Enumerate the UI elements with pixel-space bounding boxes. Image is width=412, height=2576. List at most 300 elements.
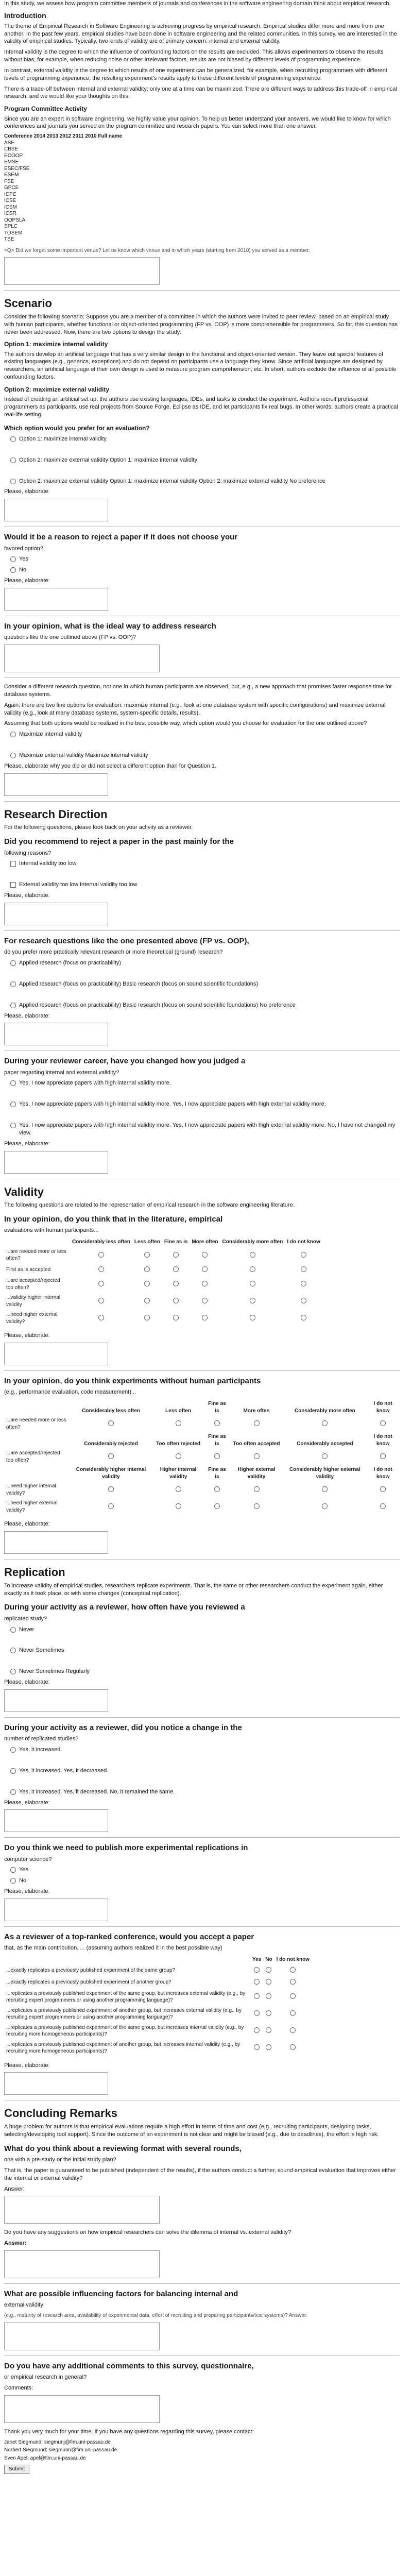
radio-circle-icon[interactable]: [10, 1878, 16, 1884]
option-label: Yes, I now appreciate papers with high internal validity more.: [19, 1080, 171, 1087]
checkbox-option[interactable]: [10, 860, 400, 868]
radio-circle-icon[interactable]: [301, 1298, 306, 1303]
grid-row-label: First as is accepted: [6, 1266, 51, 1273]
grid-col-header: Considerably accepted: [297, 1440, 353, 1447]
question-title: For research questions like the one presented above (FP vs. OOP),: [4, 936, 249, 945]
radio-circle-icon[interactable]: [176, 1453, 181, 1459]
radio-option[interactable]: [10, 555, 400, 563]
intro-p4: There is a trade-off between internal and external validity: only one at a time can be maximized. There are different ways to address this trade-off in empirical research, and we would like your thoughts on this.: [4, 86, 397, 100]
radio-circle-icon[interactable]: [10, 1867, 16, 1873]
suggestions-input[interactable]: [4, 2250, 160, 2278]
grid-col-header: Fine as is: [208, 1434, 226, 1447]
question-title: Did you recommend to reject a paper in the past mainly for the: [4, 837, 234, 846]
grid-row-label: ...are accepted/rejected too often?: [6, 1278, 60, 1291]
radio-option[interactable]: [10, 1767, 400, 1775]
radio-circle-icon[interactable]: [266, 1979, 271, 1985]
grid-col-header: I do not know: [373, 1467, 392, 1480]
radio-circle-icon[interactable]: [301, 1252, 306, 1258]
conference-row[interactable]: ICPC: [4, 191, 16, 197]
question-subtitle: (e.g., performance evaluation, code measurement)...: [4, 1389, 136, 1396]
divider: [4, 1050, 400, 1051]
grid-col-header: No: [265, 1957, 272, 1963]
contact-line[interactable]: Janet Siegmund: siegmunj@fim.uni-passau.de: [4, 2439, 111, 2445]
radio-circle-icon[interactable]: [266, 2010, 271, 2016]
grid-col-header: Fine as is: [208, 1401, 226, 1414]
divider: [4, 290, 400, 291]
question-subtitle: external validity: [4, 2302, 43, 2309]
question-subtitle: do you prefer more practically relevant research or more theoretical (ground) research?: [4, 949, 223, 956]
radio-circle-icon[interactable]: [266, 1967, 271, 1973]
question-ideal-way: [4, 621, 400, 672]
grid-col-header: Higher internal validity: [160, 1467, 197, 1480]
radio-circle-icon[interactable]: [10, 1080, 16, 1086]
committee-desc: Since you are an expert in software engineering, we highly value your opinion. To help us better understand your answers, we would like to know for which conferences and journals you served on the program committee and research papers. You can select more than one answer.: [4, 115, 391, 130]
option-label: Yes: [19, 1867, 28, 1873]
question-influencing-factors: [4, 2289, 400, 2350]
radio-circle-icon[interactable]: [380, 1420, 386, 1426]
question-additional-comments: [4, 2361, 400, 2423]
conference-row[interactable]: GPCE: [4, 185, 19, 191]
radio-circle-icon[interactable]: [98, 1281, 104, 1286]
checkbox-icon[interactable]: [10, 861, 16, 867]
intro-heading: Introduction: [4, 11, 46, 20]
conference-row[interactable]: ESEM: [4, 172, 19, 178]
radio-circle-icon[interactable]: [250, 1281, 255, 1286]
grid-header-row: [4, 1955, 312, 1964]
radio-circle-icon[interactable]: [173, 1315, 179, 1320]
radio-option[interactable]: [10, 1122, 400, 1137]
grid-header-row: [4, 1465, 400, 1481]
radio-circle-icon[interactable]: [202, 1315, 208, 1320]
grid-col-header: Too often accepted: [233, 1440, 280, 1447]
radio-circle-icon[interactable]: [290, 1993, 296, 1999]
radio-option[interactable]: [10, 1668, 400, 1675]
option-label: Maximize internal validity: [19, 731, 82, 738]
radio-option[interactable]: [10, 478, 400, 485]
radio-circle-icon[interactable]: [98, 1298, 104, 1303]
radio-circle-icon[interactable]: [322, 1503, 328, 1509]
question-reject-past: [4, 837, 400, 925]
radio-circle-icon[interactable]: [254, 1503, 260, 1509]
grid-row-label: ...need higher external validity?: [6, 1312, 58, 1325]
radio-circle-icon[interactable]: [98, 1252, 104, 1258]
elaborate-label: Please, elaborate:: [4, 1332, 50, 1339]
grid-col-header: More often: [192, 1239, 218, 1245]
committee-heading: Program Committee Activity: [4, 105, 87, 113]
radio-circle-icon[interactable]: [108, 1453, 114, 1459]
radio-circle-icon[interactable]: [10, 1627, 16, 1633]
grid-col-header: Yes: [252, 1957, 262, 1963]
question-hint: (e.g., maturity of research area, availability of experimental data, effort of recruiting and preparing participants/test systems)? Answer:: [4, 2313, 307, 2319]
radio-circle-icon[interactable]: [144, 1266, 150, 1272]
conference-row[interactable]: ICSR: [4, 211, 16, 217]
conference-row[interactable]: ASE: [4, 140, 15, 146]
radio-circle-icon[interactable]: [202, 1252, 208, 1258]
grid-row: [4, 1264, 322, 1276]
radio-circle-icon[interactable]: [254, 1979, 260, 1985]
replication-p1: To increase validity of empirical studies, researchers replicate experiments. That is, the same or other researchers conduct the experiment again, either exactly as it took place, or with some changes (conceptual replication).: [4, 1582, 383, 1597]
radio-circle-icon[interactable]: [301, 1266, 306, 1272]
radio-circle-icon[interactable]: [173, 1252, 179, 1258]
grid-col-header: More often: [243, 1408, 270, 1414]
answer-label: Answer:: [4, 2185, 25, 2192]
thanks-text: Thank you very much for your time. If you have any questions regarding this survey, please contact:: [4, 2428, 254, 2435]
option-label: Maximize external validity Maximize internal validity: [19, 752, 148, 759]
comments-input[interactable]: [4, 2395, 160, 2423]
divider: [4, 1559, 400, 1560]
elaborate-label: Please, elaborate:: [4, 1140, 50, 1147]
radio-circle-icon[interactable]: [10, 1648, 16, 1653]
grid-row-label: ...need higher external validity?: [6, 1500, 58, 1513]
radio-circle-icon[interactable]: [266, 2044, 271, 2050]
radio-circle-icon[interactable]: [254, 2044, 260, 2050]
radio-circle-icon[interactable]: [176, 1420, 181, 1426]
elaborate-input[interactable]: [4, 1151, 108, 1174]
elaborate-input[interactable]: [4, 499, 108, 521]
radio-option[interactable]: [10, 752, 400, 759]
question-title: Do you think we need to publish more experimental replications in: [4, 1843, 248, 1853]
radio-option[interactable]: [10, 435, 400, 443]
question-subtitle: evaluations with human participants...: [4, 1227, 99, 1234]
radio-circle-icon[interactable]: [98, 1266, 104, 1272]
scenario-after-p2: Again, there are two fine options for evaluation: maximize internal (e.g., look at one database system with specific configurations) and maximize external validity (e.g., look at many database systems, system-specific details, results).: [4, 702, 386, 716]
radio-option[interactable]: [10, 1866, 400, 1874]
option2-heading: Option 2: maximize external validity: [4, 385, 110, 393]
question-subtitle: paper regarding internal and external validity?: [4, 1069, 119, 1076]
grid-col-header: Considerably rejected: [84, 1440, 138, 1447]
question-title: Do you have any additional comments to this survey, questionnaire,: [4, 2361, 254, 2370]
influencing-factors-input[interactable]: [4, 2323, 160, 2350]
question-change-replications: [4, 1723, 400, 1832]
grid-row: [4, 2006, 312, 2023]
radio-circle-icon[interactable]: [176, 1503, 181, 1509]
radio-circle-icon[interactable]: [380, 1453, 386, 1459]
radio-circle-icon[interactable]: [10, 981, 16, 987]
option1-text: The authors develop an artificial language that has a very similar design in the functional and object-oriented version. They leave out special features of existing languages (e.g., generics, exceptions) and do not depend on participants use a language they know. Since artificial languages are designed by researchers, an artificial language of their own design is used to measure program comprehension, etc. In short, authors exclude the influence of all possible confounding factors.: [4, 351, 397, 381]
grid-row-label: ...need higher internal validity?: [6, 1483, 56, 1496]
question-subtitle: computer science?: [4, 1856, 52, 1862]
conference-row[interactable]: ICSE: [4, 198, 16, 204]
radio-option[interactable]: [10, 1746, 400, 1754]
radio-circle-icon[interactable]: [144, 1298, 150, 1303]
grid-row-label: ...are needed more or less often?: [6, 1417, 66, 1430]
option-label: Option 2: maximize external validity Option 1: maximize internal validity Option 2: maximize external validity No preference: [19, 478, 325, 484]
grid-col-header: Considerably less often: [72, 1239, 130, 1245]
grid-row: [4, 1448, 400, 1465]
radio-option[interactable]: [10, 959, 400, 967]
radio-circle-icon[interactable]: [322, 1486, 328, 1492]
radio-option[interactable]: [10, 566, 400, 574]
question-human-participants: [4, 1214, 400, 1365]
contact-line[interactable]: Sven Apel: apel@fim.uni-passau.de: [4, 2455, 86, 2461]
radio-option[interactable]: [10, 1626, 400, 1634]
grid-col-header: Fine as is: [208, 1467, 226, 1480]
radio-circle-icon[interactable]: [10, 1123, 16, 1128]
elaborate-label: Please, elaborate:: [4, 1799, 50, 1806]
option-label: Never Sometimes Regularly: [19, 1668, 90, 1675]
radio-circle-icon[interactable]: [10, 1669, 16, 1674]
radio-circle-icon[interactable]: [254, 2027, 260, 2033]
radio-circle-icon[interactable]: [98, 1315, 104, 1320]
option-label: Yes, I now appreciate papers with high internal validity more. Yes, I now appreciate papers with high external validity more. No, I have not changed my view.: [19, 1122, 396, 1136]
divider: [4, 1370, 400, 1371]
radio-circle-icon[interactable]: [254, 1486, 260, 1492]
grid-row: [4, 1310, 322, 1327]
radio-circle-icon[interactable]: [10, 1747, 16, 1753]
question-title: As a reviewer of a top-ranked conference, would you accept a paper: [4, 1933, 254, 1942]
elaborate-input[interactable]: [4, 773, 108, 796]
radio-option[interactable]: [10, 1877, 400, 1885]
grid-col-header: Higher external validity: [237, 1467, 276, 1480]
grid-row-label: ...are accepted/rejected too often?: [6, 1450, 60, 1463]
scenario-after-p3: Assuming that both options would be realized in the best possible way, which option would you choose for evaluation for the one outlined above?: [4, 720, 367, 727]
radio-circle-icon[interactable]: [108, 1486, 114, 1492]
elaborate-label: Please, elaborate:: [4, 1521, 50, 1528]
radio-circle-icon[interactable]: [10, 457, 16, 463]
grid-row: [4, 1415, 400, 1432]
question-title: Would it be a reason to reject a paper if it does not choose your: [4, 533, 238, 542]
concluding-heading: Concluding Remarks: [4, 2107, 118, 2120]
grid-row-label: ...validity higher internal validity: [6, 1295, 61, 1308]
radio-circle-icon[interactable]: [10, 1768, 16, 1774]
question-subtitle: that, as the main contribution, ... (assuming authors realized it in the best possible way): [4, 1945, 222, 1952]
likert-grid: [4, 1399, 400, 1515]
radio-circle-icon[interactable]: [202, 1266, 208, 1272]
grid-row: [4, 1976, 312, 1989]
conference-row[interactable]: ICSM: [4, 204, 17, 210]
committee-other-note: <Q> Did we forget some important venue? Let us know which venue and in which years (starting from 2010) you served as a member:: [4, 247, 311, 253]
elaborate-input[interactable]: [4, 1809, 108, 1832]
option-label: Option 1: maximize internal validity: [19, 435, 107, 442]
radio-circle-icon[interactable]: [254, 1967, 260, 1973]
intro-p3: In contrast, external validity is the degree to which results of one experiment can be generalized, for example, when recruiting programmers with different levels of programming experience, the resulting experiment's results apply to these different levels of programming experience.: [4, 67, 387, 81]
option-label: Yes: [19, 556, 28, 563]
elaborate-input[interactable]: [4, 903, 108, 925]
radio-circle-icon[interactable]: [380, 1503, 386, 1509]
radio-circle-icon[interactable]: [214, 1420, 220, 1426]
radio-circle-icon[interactable]: [173, 1298, 179, 1303]
option-label: No: [19, 567, 27, 573]
checkbox-icon[interactable]: [10, 882, 16, 888]
scenario-after-p4: Please, elaborate why you did or did not select a different option than for Question 1.: [4, 762, 216, 769]
question-subtitle: number of replicated studies?: [4, 1736, 79, 1742]
radio-circle-icon[interactable]: [301, 1315, 306, 1320]
question-title: In your opinion, what is the ideal way to address research: [4, 621, 216, 631]
radio-circle-icon[interactable]: [173, 1266, 179, 1272]
radio-circle-icon[interactable]: [108, 1503, 114, 1509]
grid-row-label: ...exactly replicates a previously published experiment of another group?: [6, 1979, 171, 1986]
option-label: Yes, it increased. Yes, it decreased. No, it remained the same.: [19, 1788, 175, 1795]
question-title: In your opinion, do you think that in the literature, empirical: [4, 1215, 223, 1224]
radio-circle-icon[interactable]: [250, 1298, 255, 1303]
elaborate-label: Please, elaborate:: [4, 892, 50, 899]
likert-grid: [4, 1238, 322, 1327]
intro-lead: In this study, we assess how program committee members of journals and conferences in the software engineering domain think about empirical research.: [4, 1, 391, 7]
radio-circle-icon[interactable]: [266, 1993, 271, 1999]
grid-col-header: Considerably higher external validity: [289, 1467, 360, 1480]
question-accept-replication: [4, 1932, 400, 2095]
intro-p2: Internal validity is the degree to which the influence of confounding factors on the results are excluded. This allows experimenters to observe the results without bias, for example, when reducing noise or other irrelevant factors, results are not biased by different levels of programming experience.: [4, 49, 384, 63]
radio-circle-icon[interactable]: [214, 1453, 220, 1459]
radio-circle-icon[interactable]: [10, 436, 16, 442]
radio-option[interactable]: [10, 1002, 400, 1009]
conference-table: [4, 133, 400, 243]
radio-circle-icon[interactable]: [10, 1003, 16, 1008]
question-subtitle: questions like the one outlined above (FP vs. OOP)?: [4, 634, 136, 641]
conference-row[interactable]: TSE: [4, 236, 14, 243]
option-label: Yes, it increased. Yes, it decreased.: [19, 1767, 109, 1774]
radio-circle-icon[interactable]: [10, 753, 16, 758]
grid-header-row: [4, 1399, 400, 1415]
divider: [4, 1837, 400, 1838]
radio-option[interactable]: [10, 1788, 400, 1796]
conference-row[interactable]: ESEC/FSE: [4, 165, 30, 172]
elaborate-input[interactable]: [4, 1023, 108, 1045]
radio-circle-icon[interactable]: [10, 1789, 16, 1795]
radio-circle-icon[interactable]: [290, 2010, 296, 2016]
radio-circle-icon[interactable]: [301, 1281, 306, 1286]
radio-option[interactable]: [10, 980, 400, 988]
radio-circle-icon[interactable]: [173, 1281, 179, 1286]
contact-line[interactable]: Norbert Siegmund: siegmunn@fim.uni-passau.de: [4, 2447, 117, 2453]
radio-circle-icon[interactable]: [144, 1315, 150, 1320]
grid-row: [4, 1247, 322, 1264]
question-title: During your activity as a reviewer, how often have you reviewed a: [4, 1603, 245, 1612]
radio-circle-icon[interactable]: [10, 1101, 16, 1107]
conference-row[interactable]: ECOOP: [4, 152, 23, 159]
radio-circle-icon[interactable]: [214, 1486, 220, 1492]
radio-circle-icon[interactable]: [214, 1503, 220, 1509]
reviewing-format-input[interactable]: [4, 2196, 160, 2224]
radio-circle-icon[interactable]: [144, 1281, 150, 1286]
option-label: Never Sometimes: [19, 1647, 64, 1654]
radio-option[interactable]: [10, 1079, 400, 1087]
question-subtitle: following reasons?: [4, 850, 52, 856]
grid-col-header: I do not know: [287, 1239, 320, 1245]
radio-circle-icon[interactable]: [290, 1979, 296, 1985]
ideal-way-input[interactable]: [4, 645, 160, 672]
radio-circle-icon[interactable]: [10, 567, 16, 573]
option-label: Internal validity too low: [19, 860, 77, 867]
radio-circle-icon[interactable]: [10, 960, 16, 966]
question-title: During your activity as a reviewer, did you notice a change in the: [4, 1723, 242, 1732]
grid-col-header: Too often rejected: [156, 1440, 201, 1447]
radio-circle-icon[interactable]: [254, 1453, 260, 1459]
accept-grid: [4, 1955, 312, 2057]
radio-circle-icon[interactable]: [10, 479, 16, 484]
radio-circle-icon[interactable]: [290, 1967, 296, 1973]
radio-circle-icon[interactable]: [322, 1420, 328, 1426]
elaborate-input[interactable]: [4, 1531, 108, 1554]
radio-option[interactable]: [10, 1100, 400, 1108]
radio-circle-icon[interactable]: [290, 2027, 296, 2033]
scenario-heading: Scenario: [4, 297, 52, 310]
radio-circle-icon[interactable]: [250, 1315, 255, 1320]
checkbox-option[interactable]: [10, 881, 400, 889]
radio-circle-icon[interactable]: [144, 1252, 150, 1258]
concluding-p2: That is, the paper is guaranteed to be published (independent of the results), if the authors conduct a further, sound empirical evaluation that improves either the internal or external validity?: [4, 2167, 396, 2181]
question-title: During your reviewer career, have you changed how you judged a: [4, 1057, 246, 1066]
radio-circle-icon[interactable]: [108, 1420, 114, 1426]
grid-row: [4, 2023, 312, 2040]
radio-circle-icon[interactable]: [10, 732, 16, 737]
conference-row[interactable]: EMSE: [4, 159, 19, 165]
radio-circle-icon[interactable]: [202, 1298, 208, 1303]
radio-circle-icon[interactable]: [254, 1993, 260, 1999]
conference-row[interactable]: OOPSLA: [4, 217, 26, 223]
radio-circle-icon[interactable]: [250, 1266, 255, 1272]
grid-col-header: Considerably higher internal validity: [76, 1467, 146, 1480]
research-heading: Research Direction: [4, 807, 108, 821]
grid-row-label: ...are needed more or less often?: [6, 1248, 66, 1262]
research-p1: For the following questions, please look back on your activity as a reviewer.: [4, 824, 193, 831]
question-preferred-option: [4, 424, 400, 522]
question-changed-view: [4, 1056, 400, 1173]
grid-row: [4, 1498, 400, 1515]
question-publish-replications: [4, 1843, 400, 1921]
elaborate-input[interactable]: [4, 1899, 108, 1921]
question-subtitle: replicated study?: [4, 1615, 47, 1622]
elaborate-input[interactable]: [4, 1689, 108, 1712]
grid-col-header: Considerably more often: [294, 1408, 355, 1414]
option1-heading: Option 1: maximize internal validity: [4, 341, 108, 348]
radio-circle-icon[interactable]: [380, 1486, 386, 1492]
grid-row-label: ...replicates a previously published experiment of another group, but increases internal validity (e.g., by recruiting more homogeneous participants)?: [6, 2041, 241, 2055]
option-label: Never: [19, 1626, 35, 1633]
divider: [4, 677, 400, 678]
committee-other-input[interactable]: [4, 257, 160, 285]
radio-option[interactable]: [10, 731, 400, 738]
elaborate-input[interactable]: [4, 2072, 108, 2095]
radio-circle-icon[interactable]: [290, 2044, 296, 2050]
option-label: Option 2: maximize external validity Option 1: maximize internal validity: [19, 456, 198, 463]
question-no-human-participants: [4, 1376, 400, 1554]
conference-row[interactable]: FSE: [4, 178, 14, 184]
conference-row[interactable]: CBSE: [4, 146, 19, 152]
option-label: External validity too low Internal validity too low: [19, 882, 138, 888]
grid-row-label: ...exactly replicates a previously published experiment of the same group?: [6, 1967, 175, 1973]
grid-row: [4, 1989, 312, 2006]
radio-circle-icon[interactable]: [10, 556, 16, 562]
radio-circle-icon[interactable]: [254, 2010, 260, 2016]
radio-circle-icon[interactable]: [266, 2027, 271, 2033]
radio-option[interactable]: [10, 1647, 400, 1654]
grid-row-label: ...replicates a previously published experiment of another group, but increases external validity (e.g., by recruiting expert programmers or using another programming language)?: [6, 2007, 242, 2021]
conference-row[interactable]: SPLC: [4, 224, 18, 230]
radio-circle-icon[interactable]: [176, 1486, 181, 1492]
elaborate-label: Please, elaborate:: [4, 488, 50, 495]
elaborate-input[interactable]: [4, 588, 108, 611]
grid-col-header: Considerably less often: [82, 1408, 140, 1414]
elaborate-input[interactable]: [4, 1343, 108, 1365]
radio-circle-icon[interactable]: [254, 1420, 260, 1426]
grid-row-label: ...replicates a previously published experiment of the same group, but increases external validity (e.g., by recruiting expert programmers or using another programming language)?: [6, 1990, 246, 2004]
conference-row[interactable]: TOSEM: [4, 230, 23, 236]
conference-table-header: Conference 2014 2013 2012 2011 2010 Full name: [4, 133, 123, 140]
grid-row: [4, 1293, 322, 1310]
radio-circle-icon[interactable]: [202, 1281, 208, 1286]
question-applied-basic: [4, 936, 400, 1045]
elaborate-label: Please, elaborate:: [4, 2062, 50, 2069]
submit-button[interactable]: Submit: [4, 2465, 29, 2474]
elaborate-label: Please, elaborate:: [4, 1888, 50, 1895]
question-subtitle: or empirical research in general?: [4, 2374, 87, 2380]
radio-option[interactable]: [10, 456, 400, 464]
grid-col-header: Considerably more often: [222, 1239, 283, 1245]
radio-circle-icon[interactable]: [322, 1453, 328, 1459]
divider: [4, 801, 400, 802]
radio-circle-icon[interactable]: [250, 1252, 255, 1258]
